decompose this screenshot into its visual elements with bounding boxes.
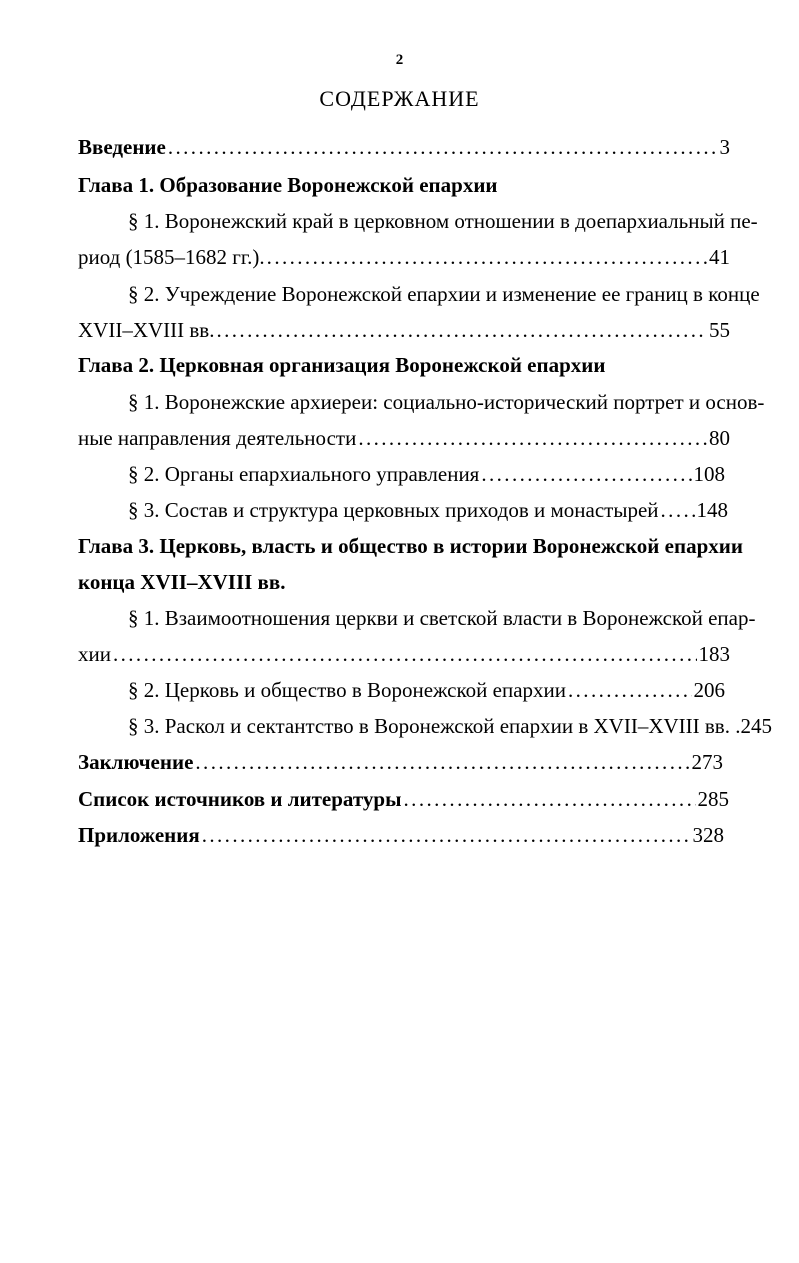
- ch2-section-3[interactable]: [128, 497, 728, 523]
- ch2-section-1-line1[interactable]: § 1. Воронежские архиереи: социально-исторический портрет и основ-: [128, 390, 765, 414]
- toc-label: хии: [78, 642, 111, 666]
- toc-label: риод (1585–1682 гг.).: [78, 245, 265, 269]
- chapter-3-heading-line1[interactable]: Глава 3. Церковь, власть и общество в истории Воронежской епархии: [78, 534, 743, 558]
- chapter-3-heading-line2[interactable]: конца XVII–XVIII вв.: [78, 570, 286, 594]
- ch1-section-2-line2[interactable]: [78, 317, 730, 343]
- toc-page: 285: [697, 787, 729, 811]
- toc-page: 328: [692, 823, 724, 847]
- toc-entry-intro[interactable]: [78, 134, 730, 160]
- toc-label: Введение: [78, 135, 166, 159]
- dot-leader: [195, 749, 689, 775]
- toc-page: 148: [696, 498, 728, 522]
- toc-entry-sources[interactable]: [78, 786, 729, 812]
- toc-page: 80: [709, 426, 730, 450]
- toc-page: 273: [691, 750, 723, 774]
- toc-page: 55: [709, 318, 730, 342]
- ch3-section-1-line2[interactable]: [78, 641, 730, 667]
- page-title: СОДЕРЖАНИЕ: [319, 86, 480, 111]
- toc-label: Заключение: [78, 750, 194, 774]
- dot-leader: [481, 461, 691, 487]
- dot-leader: [168, 134, 718, 160]
- toc-label: XVII–XVIII вв.: [78, 318, 215, 342]
- ch2-section-2[interactable]: [128, 461, 725, 487]
- toc-label: ные направления деятельности: [78, 426, 357, 450]
- dot-leader: [358, 425, 707, 451]
- ch1-section-2-line1[interactable]: § 2. Учреждение Воронежской епархии и изменение ее границ в конце: [128, 282, 760, 306]
- toc-entry-appendix[interactable]: [78, 822, 724, 848]
- toc-page: 41: [709, 245, 730, 269]
- dot-leader: [113, 641, 697, 667]
- toc-label: Приложения: [78, 823, 200, 847]
- dot-leader: [202, 822, 691, 848]
- dot-leader: [404, 786, 696, 812]
- toc-page: 3: [719, 135, 730, 159]
- toc-page: 206: [693, 678, 725, 702]
- toc-label: § 2. Церковь и общество в Воронежской епархии: [128, 678, 566, 702]
- ch2-section-1-line2[interactable]: [78, 425, 730, 451]
- chapter-2-heading[interactable]: Глава 2. Церковная организация Воронежской епархии: [78, 353, 606, 377]
- toc-page: 108: [693, 462, 725, 486]
- toc-page: 183: [698, 642, 730, 666]
- dot-leader: [661, 497, 695, 523]
- toc-label: Список источников и литературы: [78, 787, 402, 811]
- page-number: 2: [395, 52, 404, 68]
- ch3-section-3[interactable]: § 3. Раскол и сектантство в Воронежской епархии в XVII–XVIII вв. .245: [128, 714, 772, 738]
- dot-leader: [216, 317, 707, 343]
- dot-leader: [568, 677, 692, 703]
- ch3-section-1-line1[interactable]: § 1. Взаимоотношения церкви и светской власти в Воронежской епар-: [128, 606, 756, 630]
- chapter-1-heading[interactable]: Глава 1. Образование Воронежской епархии: [78, 173, 498, 197]
- ch1-section-1-line2[interactable]: [78, 244, 730, 270]
- ch3-section-2[interactable]: [128, 677, 725, 703]
- toc-label: § 2. Органы епархиального управления: [128, 462, 480, 486]
- dot-leader: [267, 244, 707, 270]
- toc-label: § 3. Состав и структура церковных приходов и монастырей: [128, 498, 659, 522]
- ch1-section-1-line1[interactable]: § 1. Воронежский край в церковном отношении в доепархиальный пе-: [128, 209, 758, 233]
- toc-entry-conclusion[interactable]: [78, 749, 723, 775]
